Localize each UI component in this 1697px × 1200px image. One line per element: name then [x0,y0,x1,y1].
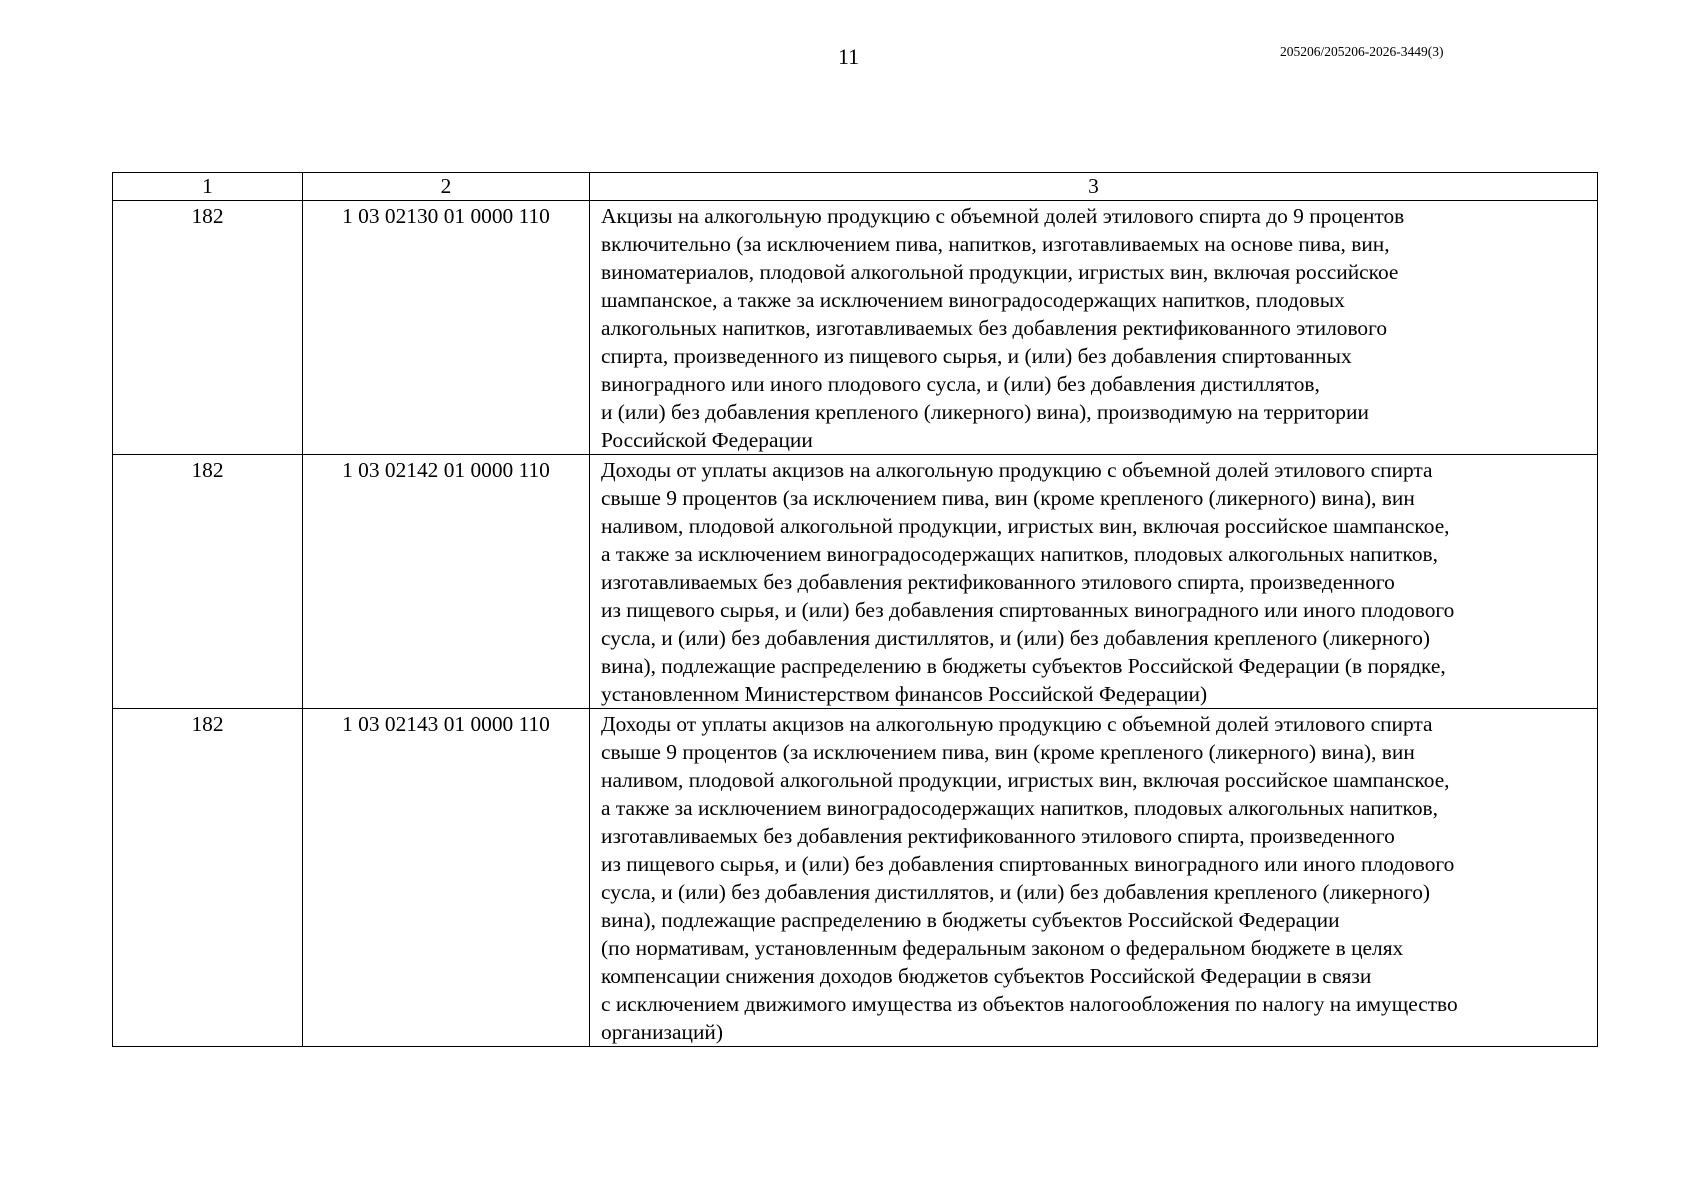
description-line: компенсации снижения доходов бюджетов субъектов Российской Федерации в связи [601,964,1372,988]
header-cell-1: 1 [113,173,303,201]
description-line: из пищевого сырья, и (или) без добавления спиртованных виноградного или иного плодового [601,852,1455,876]
description-line: сусла, и (или) без добавления дистиллятов, и (или) без добавления крепленого (ликерного) [601,880,1431,904]
description-line: из пищевого сырья, и (или) без добавления спиртованных виноградного или иного плодового [601,598,1455,622]
table-row [113,455,1598,709]
revenue-description-cell [590,455,1598,709]
description-line: а также за исключением виноградосодержащих напитков, плодовых алкогольных напитков, [601,796,1438,820]
revenue-description-cell [590,201,1598,455]
description-line: вина), подлежащие распределению в бюджеты субъектов Российской Федерации (в порядке, [601,654,1446,678]
description-line: спирта, произведенного из пищевого сырья, и (или) без добавления спиртованных [601,344,1352,368]
description-line: организаций) [601,1020,723,1044]
budget-classification-code-cell: 1 03 02130 01 0000 110 [303,201,590,455]
description-line: сусла, и (или) без добавления дистиллятов, и (или) без добавления крепленого (ликерного) [601,626,1431,650]
description-line: наливом, плодовой алкогольной продукции, игристых вин, включая российское шампанское, [601,768,1450,792]
description-line: шампанское, а также за исключением виноградосодержащих напитков, плодовых [601,288,1345,312]
description-line: изготавливаемых без добавления ректификованного этилового спирта, произведенного [601,570,1395,594]
admin-code-cell: 182 [113,201,303,455]
description-line: Доходы от уплаты акцизов на алкогольную продукцию с объемной долей этилового спирта [601,458,1433,482]
description-line: включительно (за исключением пива, напитков, изготавливаемых на основе пива, вин, [601,232,1390,256]
admin-code-cell: 182 [113,455,303,709]
header-cell-3: 3 [590,173,1598,201]
revenue-codes-table-container [112,172,1597,1047]
budget-classification-code-cell: 1 03 02143 01 0000 110 [303,709,590,1047]
revenue-codes-table [112,172,1598,1047]
budget-classification-code-cell: 1 03 02142 01 0000 110 [303,455,590,709]
revenue-description-cell [590,709,1598,1047]
description-line: с исключением движимого имущества из объектов налогообложения по налогу на имущество [601,992,1458,1016]
document-id: 205206/205206-2026-3449(3) [1280,44,1444,59]
description-line: Российской Федерации [601,428,813,452]
description-line: виноградного или иного плодового сусла, и (или) без добавления дистиллятов, [601,372,1320,396]
description-line: изготавливаемых без добавления ректификованного этилового спирта, произведенного [601,824,1395,848]
description-line: Доходы от уплаты акцизов на алкогольную продукцию с объемной долей этилового спирта [601,712,1433,736]
description-line: вина), подлежащие распределению в бюджеты субъектов Российской Федерации [601,908,1340,932]
admin-code-cell: 182 [113,709,303,1047]
description-line: а также за исключением виноградосодержащих напитков, плодовых алкогольных напитков, [601,542,1438,566]
header-cell-2: 2 [303,173,590,201]
description-line: свыше 9 процентов (за исключением пива, вин (кроме крепленого (ликерного) вина), вин [601,740,1415,764]
table-row [113,201,1598,455]
table-row [113,709,1598,1047]
page-number: 11 [838,44,860,69]
description-line: и (или) без добавления крепленого (ликерного) вина), производимую на территории [601,400,1369,424]
table-header-row [113,173,1598,201]
description-line: алкогольных напитков, изготавливаемых без добавления ректификованного этилового [601,316,1388,340]
description-line: (по нормативам, установленным федеральным законом о федеральном бюджете в целях [601,936,1404,960]
description-line: виноматериалов, плодовой алкогольной продукции, игристых вин, включая российское [601,260,1399,284]
description-line: Акцизы на алкогольную продукцию с объемной долей этилового спирта до 9 процентов [601,204,1405,228]
description-line: наливом, плодовой алкогольной продукции, игристых вин, включая российское шампанское, [601,514,1450,538]
description-line: установленном Министерством финансов Российской Федерации) [601,682,1208,706]
description-line: свыше 9 процентов (за исключением пива, вин (кроме крепленого (ликерного) вина), вин [601,486,1415,510]
